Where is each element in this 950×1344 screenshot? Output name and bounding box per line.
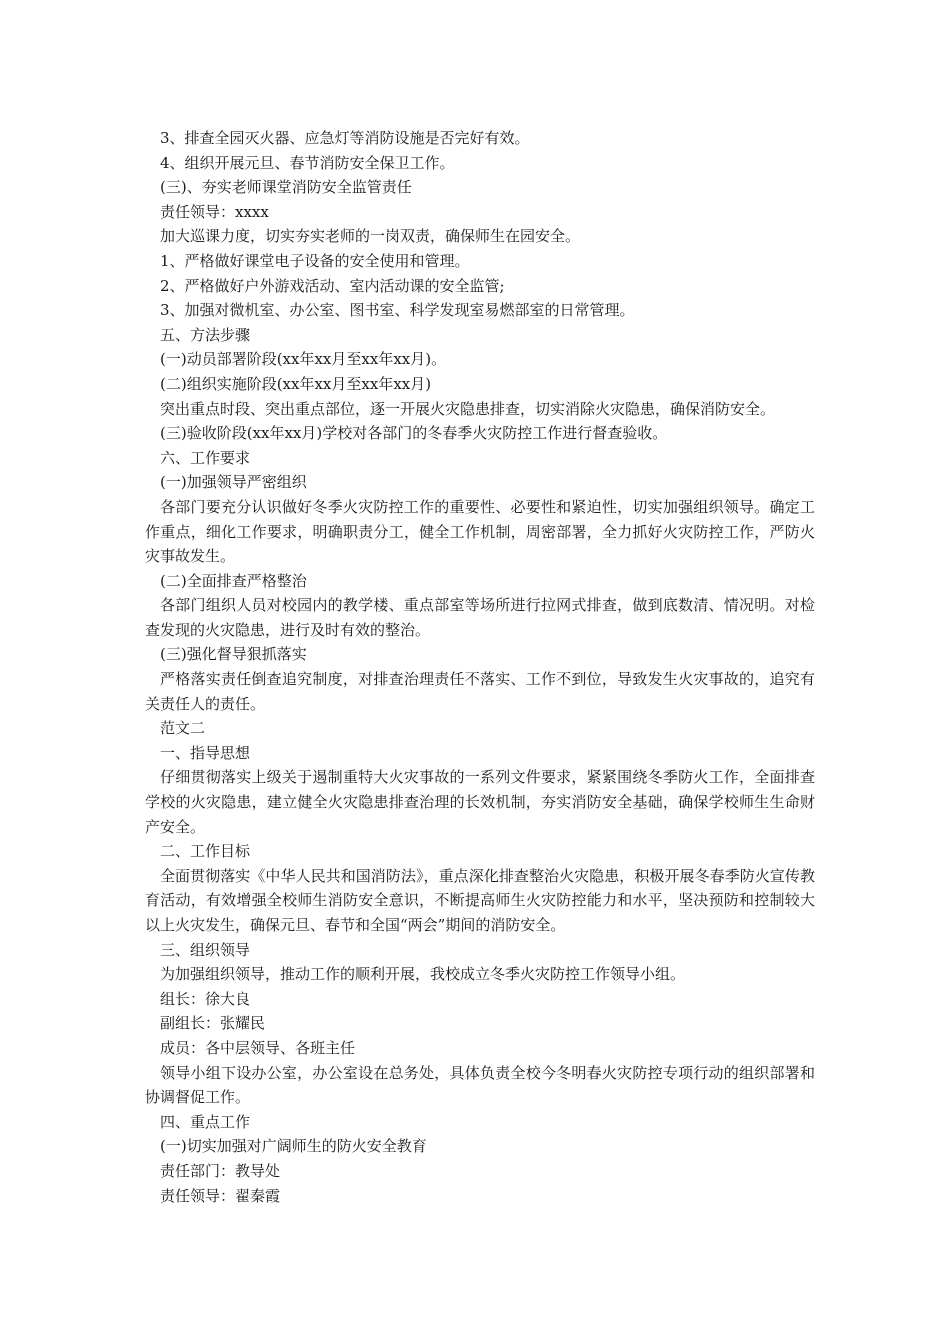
paragraph: 各部门组织人员对校园内的教学楼、重点部室等场所进行拉网式排查，做到底数清、情况明。对检查发现的火灾隐患，进行及时有效的整治。	[145, 596, 815, 639]
paragraph: 责任领导：翟秦霞	[160, 1186, 281, 1205]
section-heading: 五、方法步骤	[160, 325, 251, 344]
paragraph: 为加强组织领导，推动工作的顺利开展，我校成立冬季火灾防控工作领导小组。	[160, 965, 686, 984]
section-heading: 三、组织领导	[160, 940, 251, 959]
subsection-heading: (二)全面排查严格整治	[160, 571, 307, 590]
section-heading: (三)、夯实老师课堂消防安全监管责任	[160, 178, 412, 197]
subsection-heading: (三)强化督导狠抓落实	[160, 645, 307, 664]
paragraph: 责任部门：教导处	[160, 1161, 281, 1180]
document-body	[145, 126, 815, 1208]
section-heading: 一、指导思想	[160, 743, 251, 762]
paragraph: 组长：徐大良	[160, 989, 251, 1008]
section-heading: 四、重点工作	[160, 1112, 251, 1131]
paragraph: 加大巡课力度，切实夯实老师的一岗双责，确保师生在园安全。	[160, 227, 581, 246]
paragraph: 3、排查全园灭火器、应急灯等消防设施是否完好有效。	[160, 129, 530, 147]
document-part-title: 范文二	[160, 719, 206, 738]
paragraph: 领导小组下设办公室，办公室设在总务处，具体负责全校今冬明春火灾防控专项行动的组织部署和协调督促工作。	[145, 1063, 815, 1107]
paragraph: 仔细贯彻落实上级关于遏制重特大火灾事故的一系列文件要求，紧紧围绕冬季防火工作，全面排查学校的火灾隐患，建立健全火灾隐患排查治理的长效机制，夯实消防安全基础，确保学校师生生命财产安全。	[145, 768, 815, 836]
paragraph: 1、严格做好课堂电子设备的安全使用和管理。	[160, 251, 470, 270]
section-heading: 六、工作要求	[160, 448, 251, 467]
paragraph: 4、组织开展元旦、春节消防安全保卫工作。	[160, 153, 455, 172]
paragraph: 成员：各中层领导、各班主任	[160, 1038, 356, 1057]
paragraph: 各部门要充分认识做好冬季火灾防控工作的重要性、必要性和紧迫性，切实加强组织领导。确定工作重点，细化工作要求，明确职责分工，健全工作机制，周密部署，全力抓好火灾防控工作，严防火灾事故发生。	[145, 497, 815, 566]
paragraph: 突出重点时段、突出重点部位，逐一开展火灾隐患排查，切实消除火灾隐患，确保消防安全。	[160, 399, 776, 418]
paragraph: (二)组织实施阶段(xx年xx月至xx年xx月)	[160, 374, 432, 393]
paragraph: 严格落实责任倒查追究制度，对排查治理责任不落实、工作不到位，导致发生火灾事故的，追究有关责任人的责任。	[145, 670, 815, 713]
subsection-heading: (一)加强领导严密组织	[160, 473, 307, 492]
paragraph: 责任领导：xxxx	[160, 202, 269, 221]
paragraph: (三)验收阶段(xx年xx月)学校对各部门的冬春季火灾防控工作进行督查验收。	[160, 424, 668, 443]
paragraph: 3、加强对微机室、办公室、图书室、科学发现室易燃部室的日常管理。	[160, 301, 635, 320]
section-heading: 二、工作目标	[160, 842, 251, 861]
subsection-heading: (一)切实加强对广阔师生的防火安全教育	[160, 1137, 427, 1156]
paragraph: (一)动员部署阶段(xx年xx月至xx年xx月)。	[160, 350, 447, 369]
paragraph: 全面贯彻落实《中华人民共和国消防法》，重点深化排查整治火灾隐患，积极开展冬春季防火宣传教育活动，有效增强全校师生消防安全意识，不断提高师生火灾防控能力和水平，坚决预防和控制较大以上火灾发生，确保元旦、春节和全国“两会”期间的消防安全。	[145, 866, 815, 934]
paragraph: 副组长：张耀民	[160, 1014, 266, 1033]
paragraph: 2、严格做好户外游戏活动、室内活动课的安全监管;	[160, 276, 505, 295]
